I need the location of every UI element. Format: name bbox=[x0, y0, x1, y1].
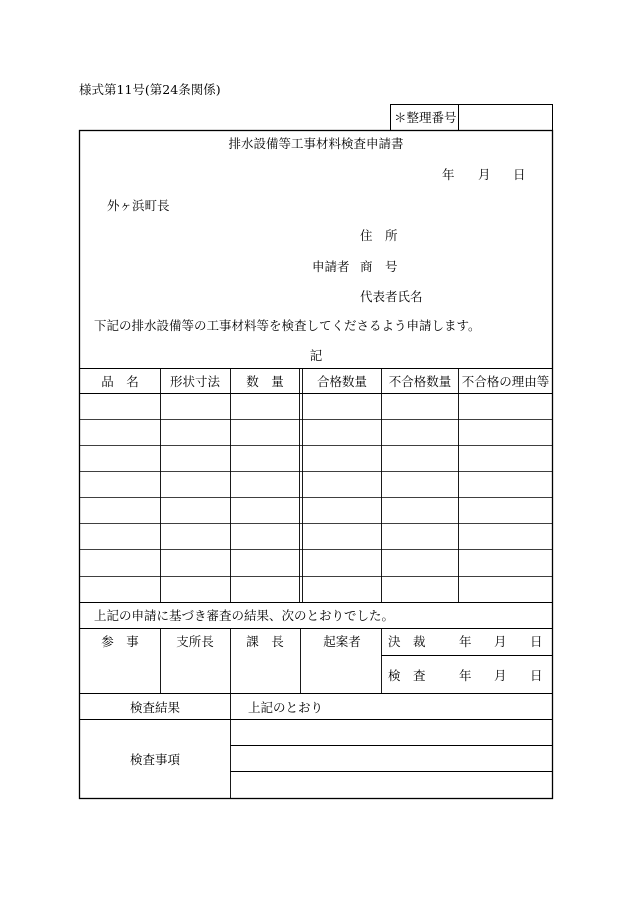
kacho-label: 課 長 bbox=[246, 634, 284, 649]
representative-label: 代表者氏名 bbox=[360, 289, 423, 304]
inspection-items-label: 検査事項 bbox=[129, 752, 180, 767]
inspection-result-label: 検査結果 bbox=[129, 700, 180, 715]
form-title: 排水設備等工事材料検査申請書 bbox=[228, 136, 404, 151]
address-label: 住 所 bbox=[360, 228, 398, 243]
col-header-item-name: 品 名 bbox=[101, 374, 139, 389]
col-header-quantity: 数 量 bbox=[246, 374, 284, 389]
table-cell-quantity[interactable] bbox=[232, 399, 299, 415]
table-cell-quantity[interactable] bbox=[232, 582, 299, 598]
inspection-item-line-1[interactable] bbox=[235, 725, 549, 743]
kian-label: 起案者 bbox=[323, 634, 361, 649]
table-cell-item-name[interactable] bbox=[81, 529, 159, 545]
form-number: 様式第11号(第24条関係) bbox=[79, 82, 221, 97]
table-cell-passed-quantity[interactable] bbox=[304, 503, 380, 519]
kessai-day-label: 日 bbox=[530, 634, 543, 649]
applicant-label: 申請者 bbox=[312, 259, 350, 274]
table-cell-quantity[interactable] bbox=[232, 529, 299, 545]
date-month-label: 月 bbox=[478, 167, 491, 182]
table-cell-item-name[interactable] bbox=[81, 399, 159, 415]
date-day-label: 日 bbox=[513, 167, 526, 182]
kensa-year-label: 年 bbox=[459, 668, 472, 683]
table-cell-shape-size[interactable] bbox=[162, 582, 229, 598]
inspection-item-line-3[interactable] bbox=[235, 777, 549, 795]
table-cell-quantity[interactable] bbox=[232, 503, 299, 519]
col-header-failed-quantity: 不合格数量 bbox=[388, 374, 452, 389]
sanji-stamp-area[interactable] bbox=[81, 656, 159, 692]
table-cell-failure-reason[interactable] bbox=[460, 555, 551, 571]
table-cell-item-name[interactable] bbox=[81, 451, 159, 467]
table-cell-quantity[interactable] bbox=[232, 555, 299, 571]
table-cell-passed-quantity[interactable] bbox=[304, 582, 380, 598]
table-cell-shape-size[interactable] bbox=[162, 451, 229, 467]
table-cell-failed-quantity[interactable] bbox=[383, 399, 457, 415]
addressee: 外ヶ浜町長 bbox=[107, 198, 170, 213]
table-cell-item-name[interactable] bbox=[81, 477, 159, 493]
col-header-failure-reason: 不合格の理由等 bbox=[461, 374, 550, 389]
table-cell-passed-quantity[interactable] bbox=[304, 399, 380, 415]
table-cell-failed-quantity[interactable] bbox=[383, 477, 457, 493]
request-text: 下記の排水設備等の工事材料等を検査してくださるよう申請します。 bbox=[94, 318, 481, 333]
table-cell-shape-size[interactable] bbox=[162, 529, 229, 545]
table-cell-failure-reason[interactable] bbox=[460, 529, 551, 545]
inspection-result-value: 上記のとおり bbox=[248, 700, 324, 715]
table-cell-failed-quantity[interactable] bbox=[383, 425, 457, 441]
ki-label: 記 bbox=[309, 348, 323, 363]
table-cell-failed-quantity[interactable] bbox=[383, 529, 457, 545]
table-cell-passed-quantity[interactable] bbox=[304, 529, 380, 545]
table-cell-quantity[interactable] bbox=[232, 477, 299, 493]
kian-stamp-area[interactable] bbox=[302, 656, 380, 692]
table-cell-failure-reason[interactable] bbox=[460, 425, 551, 441]
table-cell-item-name[interactable] bbox=[81, 425, 159, 441]
col-header-shape-size: 形状寸法 bbox=[169, 374, 220, 389]
table-cell-failure-reason[interactable] bbox=[460, 582, 551, 598]
shishocho-stamp-area[interactable] bbox=[162, 656, 229, 692]
kessai-month-label: 月 bbox=[494, 634, 507, 649]
result-intro: 上記の申請に基づき審査の結果、次のとおりでした。 bbox=[94, 608, 395, 623]
table-cell-passed-quantity[interactable] bbox=[304, 451, 380, 467]
table-cell-failed-quantity[interactable] bbox=[383, 555, 457, 571]
kensa-label: 検 査 bbox=[388, 668, 426, 683]
table-cell-passed-quantity[interactable] bbox=[304, 425, 380, 441]
table-cell-shape-size[interactable] bbox=[162, 425, 229, 441]
kensa-day-label: 日 bbox=[530, 668, 543, 683]
table-cell-failure-reason[interactable] bbox=[460, 477, 551, 493]
table-cell-failure-reason[interactable] bbox=[460, 399, 551, 415]
trade-name-label: 商 号 bbox=[360, 259, 398, 274]
sanji-label: 参 事 bbox=[101, 634, 139, 649]
table-cell-failed-quantity[interactable] bbox=[383, 451, 457, 467]
table-cell-failed-quantity[interactable] bbox=[383, 582, 457, 598]
col-header-passed-quantity: 合格数量 bbox=[316, 374, 367, 389]
table-cell-failed-quantity[interactable] bbox=[383, 503, 457, 519]
table-cell-shape-size[interactable] bbox=[162, 503, 229, 519]
table-cell-quantity[interactable] bbox=[232, 451, 299, 467]
table-cell-failure-reason[interactable] bbox=[460, 451, 551, 467]
kensa-month-label: 月 bbox=[494, 668, 507, 683]
table-cell-quantity[interactable] bbox=[232, 425, 299, 441]
table-cell-item-name[interactable] bbox=[81, 503, 159, 519]
inspection-item-line-2[interactable] bbox=[235, 751, 549, 769]
date-year-label: 年 bbox=[442, 167, 455, 182]
table-cell-shape-size[interactable] bbox=[162, 555, 229, 571]
table-cell-passed-quantity[interactable] bbox=[304, 555, 380, 571]
kacho-stamp-area[interactable] bbox=[232, 656, 299, 692]
table-cell-shape-size[interactable] bbox=[162, 477, 229, 493]
table-cell-passed-quantity[interactable] bbox=[304, 477, 380, 493]
table-cell-item-name[interactable] bbox=[81, 582, 159, 598]
table-cell-item-name[interactable] bbox=[81, 555, 159, 571]
kessai-label: 決 裁 bbox=[388, 634, 426, 649]
shishocho-label: 支所長 bbox=[176, 634, 214, 649]
table-cell-shape-size[interactable] bbox=[162, 399, 229, 415]
table-cell-failure-reason[interactable] bbox=[460, 503, 551, 519]
kessai-year-label: 年 bbox=[459, 634, 472, 649]
seiri-number-label: ＊整理番号 bbox=[394, 110, 457, 125]
